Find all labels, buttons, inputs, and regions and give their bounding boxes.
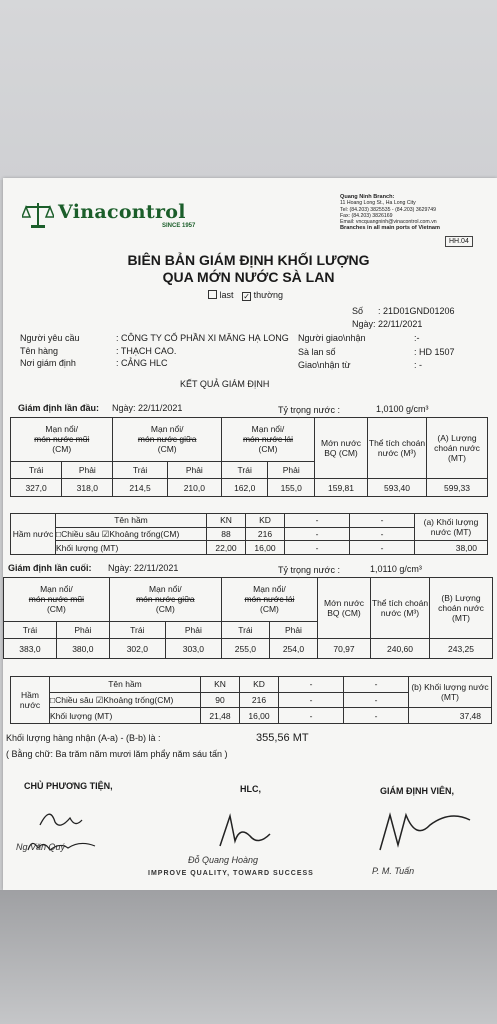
ngay-value: Ngày: 22/11/2021 — [352, 319, 423, 329]
nguoi-yeu-cau-value: : CÔNG TY CỔ PHẦN XI MĂNG HẠ LONG — [116, 333, 289, 343]
value-cell: 255,0 — [221, 639, 269, 659]
background-bottom — [0, 890, 497, 1024]
name-chu-phuong-tien: Ng Văn Quý — [16, 842, 66, 852]
dash-cell: - — [350, 527, 415, 541]
dash-cell: - — [285, 541, 350, 555]
header-giua — [113, 418, 222, 462]
giao-nhan-value: : - — [414, 360, 422, 370]
first-draft-table — [10, 417, 488, 497]
value-cell: 155,0 — [268, 479, 315, 497]
col-phai: Phải — [165, 621, 221, 639]
kd-value: 216 — [240, 692, 279, 708]
header-man-noi: Mạn nổi/ — [40, 584, 73, 595]
ket-qua-heading: KẾT QUẢ GIÁM ĐỊNH — [180, 379, 270, 389]
header-mon-lai: món nước lái — [244, 594, 295, 605]
nguoi-giao-value: :- — [414, 333, 420, 343]
sa-lan-label: Sà lan số — [298, 347, 336, 357]
checkbox-group — [208, 290, 283, 301]
col-phai: Phải — [268, 461, 315, 479]
col-trai: Trái — [113, 461, 167, 479]
value-cell: 162,0 — [221, 479, 267, 497]
header-mon-giua: món nước giữa — [136, 594, 195, 605]
kl-ham-b-label: (b) Khối lượng nước (MT) — [409, 677, 492, 708]
header-cm: (CM) — [52, 444, 72, 455]
header-cm: (CM) — [46, 604, 66, 615]
nguoi-giao-label: Người giao\nhận — [298, 333, 366, 343]
header-cm: (CM) — [260, 604, 279, 615]
value-cell: 214,5 — [113, 479, 167, 497]
header-mon-bq: Mớn nước BQ (CM) — [315, 418, 368, 479]
since-text: SINCE 1957 — [162, 223, 196, 229]
document-title: BIÊN BẢN GIÁM ĐỊNH KHỐI LƯỢNG — [127, 252, 370, 268]
vinacontrol-logo — [22, 201, 200, 231]
branch-line: Tel: (84.203) 3825535 - (84.203) 3629749 — [340, 206, 437, 213]
value-cell: 302,0 — [109, 639, 165, 659]
checkbox-last-label: last — [219, 290, 234, 300]
header-man-noi: Mạn nổi/ — [45, 424, 79, 435]
header-cm: (CM) — [258, 444, 278, 455]
dash-cell: - — [344, 677, 409, 693]
header-cm: (CM) — [155, 604, 175, 615]
kl-kn-value: 21,48 — [201, 708, 240, 724]
ham-nuoc-label: Hầm nước — [11, 677, 50, 724]
dash-cell: - — [344, 692, 409, 708]
ten-hang-label: Tên hàng — [20, 346, 59, 356]
col-trai: Trái — [221, 461, 267, 479]
col-trai: Trái — [221, 621, 269, 639]
col-phai: Phải — [269, 621, 317, 639]
kn-header: KN — [201, 677, 240, 693]
col-phai: Phải — [62, 461, 113, 479]
signature-giam-dinh-vien — [370, 800, 480, 870]
signature-hlc — [200, 806, 290, 856]
slogan: IMPROVE QUALITY, TOWARD SUCCESS — [148, 870, 314, 877]
name-hlc: Đỗ Quang Hoàng — [188, 855, 259, 865]
ten-ham-header: Tên hầm — [50, 677, 201, 693]
header-cm: (CM) — [157, 444, 177, 455]
branch-title: Quang Ninh Branch: — [340, 194, 395, 200]
kl-kn-value: 22,00 — [207, 541, 246, 555]
chu-phuong-tien-label: CHỦ PHƯƠNG TIỆN, — [24, 781, 113, 791]
last-survey-date: Ngày: 22/11/2021 — [108, 563, 179, 573]
header-giua — [109, 578, 221, 622]
value-cell: 254,0 — [269, 639, 317, 659]
khoi-luong-label: Khối lượng (MT) — [50, 708, 201, 724]
last-tank-table — [10, 676, 492, 724]
header-the-tich: Thể tích choán nước (M³) — [368, 418, 427, 479]
col-phai: Phải — [56, 621, 109, 639]
chieu-sau-label: □Chiều sâu ☑Khoảng trống(CM) — [56, 527, 207, 541]
brand-name: Vinacontrol — [58, 201, 186, 223]
giao-nhan-label: Giao\nhận từ — [298, 360, 351, 370]
scale-icon — [22, 201, 54, 229]
dash-cell: - — [279, 677, 344, 693]
first-tank-table — [10, 513, 488, 555]
value-cell: 327,0 — [11, 479, 62, 497]
header-lai — [221, 418, 314, 462]
header-mon-giua: món nước giữa — [137, 434, 197, 445]
last-draft-table — [3, 577, 493, 659]
dash-cell: - — [279, 708, 344, 724]
khoi-luong-label: Khối lượng (MT) — [56, 541, 207, 555]
value-cell: 70,97 — [318, 639, 371, 659]
value-cell: 599,33 — [427, 479, 488, 497]
dash-cell: - — [279, 692, 344, 708]
kn-header: KN — [207, 514, 246, 528]
dash-cell: - — [285, 527, 350, 541]
ham-nuoc-label: Hầm nước — [11, 514, 56, 555]
col-trai: Trái — [11, 461, 62, 479]
col-phai: Phải — [167, 461, 221, 479]
header-mon-mui: món nước mũi — [28, 594, 84, 605]
dash-cell: - — [285, 514, 350, 528]
kl-ham-a-value: 38,00 — [415, 541, 488, 555]
hlc-label: HLC, — [240, 784, 261, 794]
khoi-luong-nhan-value: 355,56 MT — [256, 732, 309, 744]
branch-info — [340, 194, 440, 232]
value-cell: 303,0 — [165, 639, 221, 659]
header-the-tich: Thể tích choán nước (M³) — [371, 578, 430, 639]
header-mui — [4, 578, 110, 622]
value-cell: 243,25 — [430, 639, 493, 659]
kl-kd-value: 16,00 — [246, 541, 285, 555]
header-man-noi: Mạn nổi/ — [149, 584, 182, 595]
first-survey-label: Giám định lần đầu: — [18, 403, 100, 413]
checkbox-thuong-label: thường — [253, 290, 284, 300]
first-ty-trong-label: Tỷ trọng nước : — [278, 405, 340, 415]
kn-value: 88 — [207, 527, 246, 541]
ten-ham-header: Tên hầm — [56, 514, 207, 528]
so-value: : 21D01GND01206 — [378, 306, 455, 316]
dash-cell: - — [350, 514, 415, 528]
branch-footer: Branches in all main ports of Vietnam — [340, 225, 440, 232]
background-top — [0, 0, 497, 180]
last-ty-trong-label: Tỷ trọng nước : — [278, 565, 340, 575]
value-cell: 318,0 — [62, 479, 113, 497]
ten-hang-value: : THẠCH CAO. — [116, 346, 177, 356]
khoi-luong-nhan-label: Khối lượng hàng nhận (A-a) - (B-b) là : — [6, 733, 161, 743]
sa-lan-value: : HD 1507 — [414, 347, 455, 357]
kn-value: 90 — [201, 692, 240, 708]
last-survey-label: Giám định lần cuối: — [8, 563, 92, 573]
noi-giam-dinh-label: Nơi giám định — [20, 358, 76, 368]
noi-giam-dinh-value: : CẢNG HLC — [116, 358, 168, 368]
kd-header: KD — [246, 514, 285, 528]
value-cell: 210,0 — [167, 479, 221, 497]
kl-ham-a-label: (a) Khối lượng nước (MT) — [415, 514, 488, 541]
kd-value: 216 — [246, 527, 285, 541]
header-man-noi: Mạn nổi/ — [150, 424, 184, 435]
branch-line: 11 Hoang Long St., Ha Long City — [340, 200, 416, 207]
header-lai — [221, 578, 317, 622]
dash-cell: - — [350, 541, 415, 555]
last-ty-trong-value: 1,0110 g/cm³ — [370, 564, 422, 574]
kl-kd-value: 16,00 — [240, 708, 279, 724]
form-code: HH.04 — [445, 236, 473, 247]
header-mon-lai: món nước lái — [242, 434, 293, 445]
value-cell: 380,0 — [56, 639, 109, 659]
name-giam-dinh-vien: P. M. Tuấn — [372, 866, 415, 876]
checkbox-last[interactable] — [208, 290, 217, 299]
value-cell: 159,81 — [315, 479, 368, 497]
so-label: Số — [352, 306, 364, 316]
header-luong-b: (B) Lượng choán nước (MT) — [430, 578, 493, 639]
header-man-noi: Mạn nổi/ — [253, 584, 286, 595]
header-luong-a: (A) Lượng choán nước (MT) — [427, 418, 488, 479]
col-trai: Trái — [109, 621, 165, 639]
header-mon-bq: Mớn nước BQ (CM) — [318, 578, 371, 639]
giam-dinh-vien-label: GIÁM ĐỊNH VIÊN, — [380, 786, 455, 796]
header-mui — [11, 418, 113, 462]
kd-header: KD — [240, 677, 279, 693]
header-man-noi: Mạn nổi/ — [251, 424, 285, 435]
nguoi-yeu-cau-label: Người yêu cầu — [20, 333, 80, 343]
col-trai: Trái — [4, 621, 57, 639]
value-cell: 383,0 — [4, 639, 57, 659]
branch-line: Fax: (84.203) 3826169 — [340, 212, 393, 219]
kl-ham-b-value: 37,48 — [409, 708, 492, 724]
branch-line: Email: vncquangninh@vinacontrol.com.vn — [340, 219, 437, 226]
checkbox-thuong[interactable]: ✓ — [243, 292, 250, 301]
chieu-sau-label: □Chiều sâu ☑Khoảng trống(CM) — [50, 692, 201, 708]
first-ty-trong-value: 1,0100 g/cm³ — [376, 404, 429, 414]
value-cell: 240,60 — [371, 639, 430, 659]
dash-cell: - — [344, 708, 409, 724]
value-cell: 593,40 — [368, 479, 427, 497]
header-mon-mui: món nước mũi — [34, 434, 90, 445]
document-subtitle: QUA MỚN NƯỚC SÀ LAN — [162, 269, 335, 285]
first-survey-date: Ngày: 22/11/2021 — [112, 403, 183, 413]
bang-chu-text: ( Bằng chữ: Ba trăm năm mươi lăm phẩy năm sáu tấn ) — [6, 749, 228, 759]
